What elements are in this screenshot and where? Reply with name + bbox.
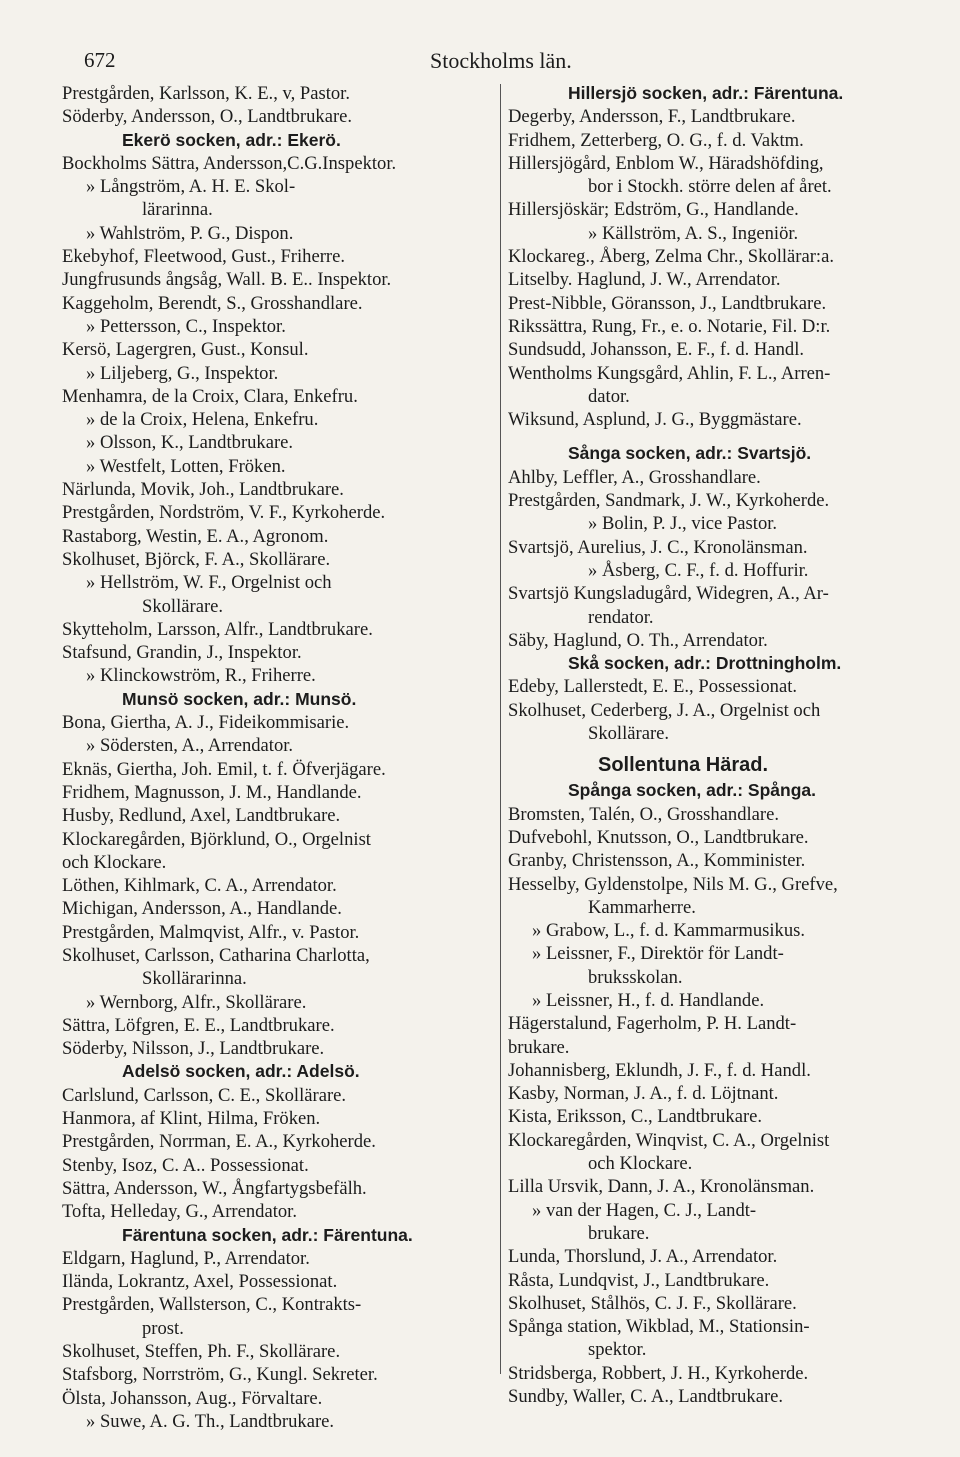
page-header (0, 48, 960, 78)
directory-entry: Skolhuset, Carlsson, Catharina Charlotta, (62, 944, 370, 966)
directory-entry: Tofta, Helleday, G., Arrendator. (62, 1201, 297, 1223)
section-heading: Sollentuna Härad. (598, 754, 769, 777)
section-heading: Ekerö socken, adr.: Ekerö. (122, 129, 341, 150)
column-divider (500, 84, 501, 1374)
directory-entry: rendator. (588, 606, 654, 628)
directory-entry: Säby, Haglund, O. Th., Arrendator. (508, 629, 768, 651)
directory-entry: » van der Hagen, C. J., Landt- (532, 1199, 757, 1221)
directory-entry: Skolhuset, Björck, F. A., Skollärare. (62, 548, 331, 570)
directory-entry: Wiksund, Asplund, J. G., Byggmästare. (508, 409, 802, 431)
directory-entry: Stridsberga, Robbert, J. H., Kyrkoherde. (508, 1362, 809, 1384)
directory-entry: Skytteholm, Larsson, Alfr., Landtbrukare. (62, 618, 373, 640)
section-heading: Färentuna socken, adr.: Färentuna. (122, 1224, 413, 1245)
directory-entry: Löthen, Kihlmark, C. A., Arrendator. (62, 875, 337, 897)
directory-entry: Fridhem, Magnusson, J. M., Handlande. (62, 781, 362, 803)
directory-entry: Söderby, Nilsson, J., Landtbrukare. (62, 1038, 325, 1060)
directory-entry: Menhamra, de la Croix, Clara, Enkefru. (62, 385, 358, 407)
directory-entry: » Leissner, H., f. d. Handlande. (532, 989, 765, 1011)
directory-entry: spektor. (588, 1339, 647, 1361)
left-column (62, 82, 494, 1433)
directory-entry: Skollärare. (588, 723, 670, 745)
directory-entry: » Åsberg, C. F., f. d. Hoffurir. (588, 559, 809, 581)
directory-entry: Klockaregården, Winqvist, C. A., Orgelnist (508, 1129, 830, 1151)
directory-entry: Skollärare. (142, 595, 224, 617)
directory-entry: Klockaregården, Björklund, O., Orgelnist (62, 828, 371, 850)
directory-entry: bor i Stockh. större delen af året. (588, 176, 832, 198)
directory-entry: brukare. (508, 1036, 570, 1058)
directory-entry: » Leissner, F., Direktör för Landt- (532, 943, 784, 965)
directory-entry: Edeby, Lallerstedt, E. E., Possessionat. (508, 676, 798, 698)
directory-entry: » Källström, A. S., Ingeniör. (588, 222, 799, 244)
running-title: Stockholms län. (430, 48, 572, 73)
directory-entry: Husby, Redlund, Axel, Landtbrukare. (62, 805, 341, 827)
directory-entry: Skolhuset, Steffen, Ph. F., Skollärare. (62, 1341, 341, 1363)
directory-entry: » Liljeberg, G., Inspektor. (86, 362, 279, 384)
section-heading: Adelsö socken, adr.: Adelsö. (122, 1061, 360, 1082)
directory-entry: Prestgården, Norrman, E. A., Kyrkoherde. (62, 1131, 376, 1153)
section-heading: Hillersjö socken, adr.: Färentuna. (568, 83, 844, 103)
directory-entry: och Klockare. (588, 1153, 693, 1175)
directory-entry: » Wernborg, Alfr., Skollärare. (86, 991, 307, 1013)
directory-entry: Kaggeholm, Berendt, S., Grosshandlare. (62, 292, 363, 314)
directory-entry: Svartsjö, Aurelius, J. C., Kronolänsman. (508, 536, 808, 558)
directory-entry: lärarinna. (142, 199, 213, 221)
directory-entry: Stafsund, Grandin, J., Inspektor. (62, 642, 302, 664)
directory-entry: Prest-Nibble, Göransson, J., Landtbrukare. (508, 292, 827, 314)
directory-entry: Johannisberg, Eklundh, J. F., f. d. Handl. (508, 1059, 811, 1081)
section-heading: Munsö socken, adr.: Munsö. (122, 688, 357, 709)
directory-entry: Ahlby, Leffler, A., Grosshandlare. (508, 466, 761, 488)
directory-entry: Eldgarn, Haglund, P., Arrendator. (62, 1247, 310, 1269)
directory-entry: Lilla Ursvik, Dann, J. A., Kronolänsman. (508, 1176, 815, 1198)
section-heading: Spånga socken, adr.: Spånga. (568, 780, 816, 801)
directory-entry: Prestgården, Wallsterson, C., Kontrakts- (62, 1294, 362, 1316)
directory-entry: Rastaborg, Westin, E. A., Agronom. (62, 525, 329, 547)
directory-entry: Spånga station, Wikblad, M., Stationsin- (508, 1316, 810, 1338)
directory-entry: » Pettersson, C., Inspektor. (86, 315, 286, 337)
directory-entry: » Bolin, P. J., vice Pastor. (588, 513, 778, 535)
directory-entry: brukare. (588, 1222, 650, 1244)
directory-entry: Prestgården, Karlsson, K. E., v, Pastor. (62, 83, 350, 104)
directory-entry: Klockareg., Åberg, Zelma Chr., Skollärar:a. (508, 246, 834, 268)
directory-entry: Närlunda, Movik, Joh., Landtbrukare. (62, 479, 344, 501)
directory-entry: Litselby. Haglund, J. W., Arrendator. (508, 269, 781, 291)
directory-entry: Hanmora, af Klint, Hilma, Fröken. (62, 1108, 321, 1130)
directory-entry: Ölsta, Johansson, Aug., Förvaltare. (62, 1387, 323, 1409)
section-heading: Skå socken, adr.: Drottningholm. (568, 653, 842, 674)
directory-entry: Skollärarinna. (142, 968, 247, 990)
directory-entry: » Wahlström, P. G., Dispon. (86, 222, 294, 244)
directory-entry: Prestgården, Malmqvist, Alfr., v. Pastor. (62, 921, 360, 943)
directory-entry: Michigan, Andersson, A., Handlande. (62, 898, 342, 920)
directory-entry: Prestgården, Sandmark, J. W., Kyrkoherde. (508, 490, 830, 512)
directory-entry: Skolhuset, Stålhös, C. J. F., Skollärare. (508, 1292, 797, 1314)
section-heading: Sånga socken, adr.: Svartsjö. (568, 443, 812, 464)
directory-entry: Hillersjögård, Enblom W., Häradshöfding, (508, 152, 824, 174)
directory-entry: » Suwe, A. G. Th., Landtbrukare. (86, 1410, 335, 1432)
directory-entry: prost. (142, 1317, 184, 1339)
directory-entry: och Klockare. (62, 851, 167, 873)
directory-entry: Dufvebohl, Knutsson, O., Landtbrukare. (508, 826, 809, 848)
directory-entry: Wentholms Kungsgård, Ahlin, F. L., Arren- (508, 362, 831, 384)
directory-entry: » Westfelt, Lotten, Fröken. (86, 455, 286, 477)
directory-entry: » Klinckowström, R., Friherre. (86, 665, 316, 687)
directory-entry: Svartsjö Kungsladugård, Widegren, A., Ar- (508, 583, 829, 605)
directory-entry: Degerby, Andersson, F., Landtbrukare. (508, 106, 796, 128)
directory-entry: Ilända, Lokrantz, Axel, Possessionat. (62, 1271, 338, 1293)
directory-entry: Kersö, Lagergren, Gust., Konsul. (62, 339, 309, 361)
directory-entry (508, 431, 928, 442)
directory-entry: Söderby, Andersson, O., Landtbrukare. (62, 106, 353, 128)
directory-entry: Sättra, Löfgren, E. E., Landtbrukare. (62, 1014, 335, 1036)
directory-entry: » Olsson, K., Landtbrukare. (86, 432, 294, 454)
directory-entry: Carlslund, Carlsson, C. E., Skollärare. (62, 1084, 347, 1106)
directory-entry: Hillersjöskär; Edström, G., Handlande. (508, 199, 799, 221)
directory-entry: Kammarherre. (588, 896, 696, 918)
directory-entry: Sundby, Waller, C. A., Landtbrukare. (508, 1386, 784, 1408)
directory-entry: » Långström, A. H. E. Skol- (86, 176, 296, 198)
directory-entry: Stafsborg, Norrström, G., Kungl. Sekreter. (62, 1364, 378, 1386)
page-number: 672 (84, 48, 116, 72)
directory-entry: Kasby, Norman, J. A., f. d. Löjtnant. (508, 1083, 779, 1105)
directory-entry: Bona, Giertha, A. J., Fideikommisarie. (62, 712, 350, 734)
directory-entry: Rikssättra, Rung, Fr., e. o. Notarie, Fil. D:r. (508, 315, 831, 337)
directory-entry: Sättra, Andersson, W., Ångfartygsbefälh. (62, 1177, 367, 1199)
directory-entry: dator. (588, 385, 630, 407)
directory-entry: Hägerstalund, Fagerholm, P. H. Landt- (508, 1013, 797, 1035)
directory-entry: Skolhuset, Cederberg, J. A., Orgelnist och (508, 699, 821, 721)
directory-entry: Bromsten, Talén, O., Grosshandlare. (508, 803, 780, 825)
directory-entry: Fridhem, Zetterberg, O. G., f. d. Vaktm. (508, 129, 804, 151)
directory-entry: bruksskolan. (588, 966, 683, 988)
directory-entry: Lunda, Thorslund, J. A., Arrendator. (508, 1246, 778, 1268)
directory-entry: Bockholms Sättra, Andersson,C.G.Inspektor. (62, 152, 397, 174)
directory-entry: » Södersten, A., Arrendator. (86, 735, 294, 757)
directory-entry: Ekebyhof, Fleetwood, Gust., Friherre. (62, 246, 345, 268)
directory-entry: Sundsudd, Johansson, E. F., f. d. Handl. (508, 339, 805, 361)
directory-entry: Granby, Christensson, A., Komminister. (508, 850, 806, 872)
directory-entry: Eknäs, Giertha, Joh. Emil, t. f. Öfverjägare. (62, 758, 386, 780)
directory-entry: Stenby, Isoz, C. A.. Possessionat. (62, 1154, 309, 1176)
directory-entry: Hesselby, Gyldenstolpe, Nils M. G., Grefve, (508, 873, 838, 895)
directory-entry: » de la Croix, Helena, Enkefru. (86, 409, 319, 431)
directory-entry: » Hellström, W. F., Orgelnist och (86, 572, 332, 594)
directory-entry: Råsta, Lundqvist, J., Landtbrukare. (508, 1269, 770, 1291)
directory-entry: Jungfrusunds ångsåg, Wall. B. E.. Inspektor. (62, 269, 392, 291)
right-column (508, 82, 928, 1408)
directory-entry: » Grabow, L., f. d. Kammarmusikus. (532, 920, 806, 942)
directory-entry: Kista, Eriksson, C., Landtbrukare. (508, 1106, 763, 1128)
directory-entry: Prestgården, Nordström, V. F., Kyrkoherde. (62, 502, 386, 524)
